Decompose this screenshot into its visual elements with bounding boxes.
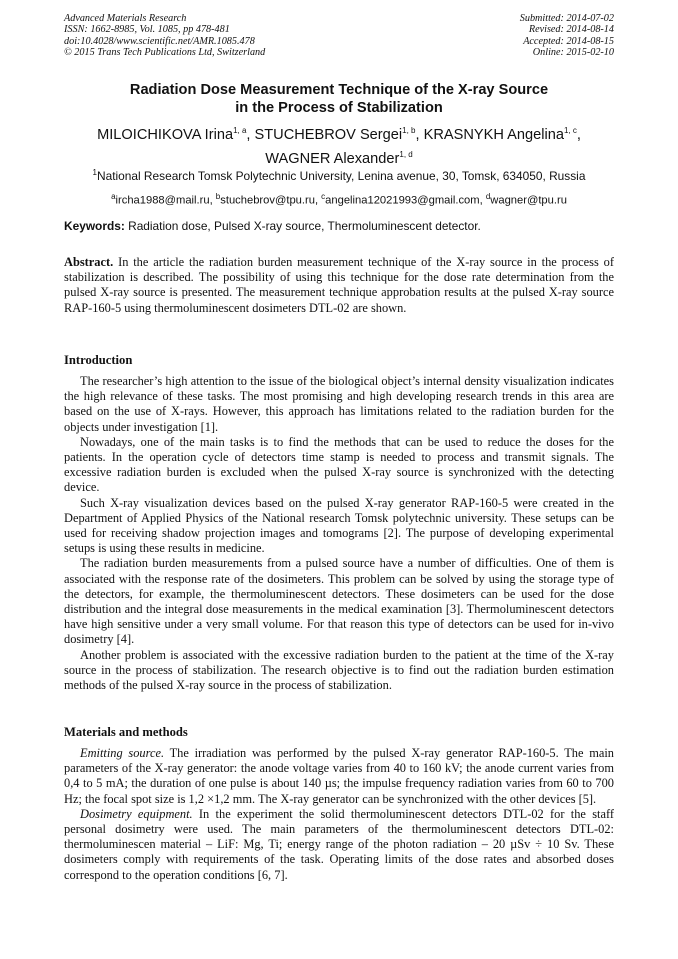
author-affil-mark: 1, c xyxy=(563,126,577,135)
submission-dates xyxy=(520,13,614,59)
email-mark: d xyxy=(485,192,491,201)
paragraph: Nowadays, one of the main tasks is to find the methods that can be used to reduce the doses for the patients. In the operation cycle of detectors time stamp is needed to process and transmit signals. The excessive radiation burden is excluded when the pulsed X-ray source is synchronized with the detecting device. xyxy=(64,434,614,495)
emitting-source-text: The irradiation was performed by the pulsed X-ray generator RAP-160-5. The main parameters of the X-ray generator: the anode voltage varies from 40 to 160 kV; the anode current varies from 0,4 to 5 mA; the duration of one pulse is about 140 µs; the impulse frequency radiation varies from 60 to 700 Hz; the focal spot size is 1,2 ×1,2 mm. The X-ray generator can be synchronized with the other devices [5]. xyxy=(64,746,615,806)
journal-info xyxy=(64,13,265,59)
section-heading-materials-methods: Materials and methods xyxy=(64,725,188,739)
keywords xyxy=(64,219,614,233)
author-separator: , xyxy=(576,126,581,143)
paragraph xyxy=(64,807,614,883)
materials-methods-body xyxy=(64,746,614,883)
affil-mark: 1 xyxy=(92,168,97,177)
date-accepted: Accepted: 2014-08-15 xyxy=(523,35,614,47)
title-line-1: Radiation Dose Measurement Technique of the X-ray Source xyxy=(129,82,549,98)
email-address[interactable]: ircha1988@mail.ru xyxy=(115,194,210,207)
abstract xyxy=(64,255,614,316)
journal-name: Advanced Materials Research xyxy=(64,13,187,24)
dosimetry-equipment-text: In the experiment the solid thermoluminescent detectors DTL-02 for the staff personal dosimetry were used. The main parameters of the thermoluminescent detectors DTL-02: thermoluminescen material – LiF: Mg, Ti; energy range of the photon radiation – 20 µSv ÷ 10 Sv. These dosimeters comply with requirements of the task. Operating limits of the dose rates and absorbed doses correspond to the operation conditions [6, 7]. xyxy=(64,806,614,882)
author-name: KRASNYKH Angelina xyxy=(423,126,564,143)
paragraph: Another problem is associated with the excessive radiation burden to the patient at the time of the X-ray source in the process of stabilization. The research objective is to find out the radiation burden estimation methods of the pulsed X-ray source in the process of stabilization. xyxy=(64,647,614,693)
introduction-body xyxy=(64,374,614,693)
paragraph: The radiation burden measurements from a pulsed source have a number of difficulties. One of them is associated with the response rate of the dosimeters. This problem can be solved by using the storage type of the detectors, for example, the thermoluminescent detectors. These dosimeters can be used for the dose distribution and the integral dose measurements in the medical examination [3]. Thermoluminescent detectors have high sensitive under a very small volume. For that reason this type of detectors can be used for in-vivo dosimetry [4]. xyxy=(64,556,614,647)
author-affil-mark: 1, b xyxy=(402,126,416,135)
author-affil-mark: 1, d xyxy=(399,149,413,159)
email-mark: c xyxy=(321,192,326,201)
author-affil-mark: 1, a xyxy=(233,126,247,135)
email-separator: , xyxy=(209,194,216,207)
keywords-label: Keywords: xyxy=(64,219,125,233)
paragraph xyxy=(64,746,614,807)
author-list xyxy=(40,121,638,169)
email-mark: b xyxy=(215,192,221,201)
date-online: Online: 2015-02-10 xyxy=(532,47,614,59)
keywords-text: Radiation dose, Pulsed X-ray source, Thermoluminescent detector. xyxy=(124,219,481,233)
email-separator: , xyxy=(479,194,486,207)
paragraph: Such X-ray visualization devices based on the pulsed X-ray generator RAP-160-5 were created in the Department of Applied Physics of the National research Tomsk polytechnic university. These setups can be used for receiving shadow projection images and tomograms [2]. The purpose of developing experimental setups is using these results in medicine. xyxy=(64,495,614,556)
abstract-text: In the article the radiation burden measurement technique of the X-ray source in the process of stabilization is described. The possibility of using this technique for the dose rate determination from the pulsed X-ray source is presented. The measurement technique approbation results at the pulsed X-ray source RAP-160-5 using thermoluminescent dosimeters DTL-02 are shown. xyxy=(64,255,614,315)
email-mark: a xyxy=(111,192,116,201)
dosimetry-equipment-label: Dosimetry equipment. xyxy=(80,806,193,821)
date-submitted: Submitted: 2014-07-02 xyxy=(519,13,614,24)
title-line-2: in the Process of Stabilization xyxy=(235,100,443,116)
email-address[interactable]: angelina12021993@gmail.com xyxy=(325,194,480,207)
section-heading-introduction: Introduction xyxy=(64,353,133,367)
author-separator: , xyxy=(415,126,424,143)
journal-issn: ISSN: 1662-8985, Vol. 1085, pp 478-481 xyxy=(64,24,230,36)
abstract-label: Abstract. xyxy=(64,255,114,269)
paper-title xyxy=(40,81,638,117)
affil-text: National Research Tomsk Polytechnic University, Lenina avenue, 30, Tomsk, 634050, Russia xyxy=(97,168,586,183)
author-separator: , xyxy=(246,126,255,143)
email-address[interactable]: wagner@tpu.ru xyxy=(490,194,567,207)
author-name: WAGNER Alexander xyxy=(265,150,400,167)
email-address[interactable]: stuchebrov@tpu.ru xyxy=(220,194,315,207)
author-name: MILOICHIKOVA Irina xyxy=(97,126,234,143)
date-revised: Revised: 2014-08-14 xyxy=(528,24,614,36)
email-separator: , xyxy=(314,194,322,207)
journal-copyright: © 2015 Trans Tech Publications Ltd, Switzerland xyxy=(64,47,266,59)
affiliation xyxy=(30,166,648,183)
emitting-source-label: Emitting source. xyxy=(80,746,165,760)
author-name: STUCHEBROV Sergei xyxy=(254,126,403,143)
author-emails xyxy=(30,190,648,208)
journal-doi: doi:10.4028/www.scientific.net/AMR.1085.478 xyxy=(64,35,255,47)
paragraph: The researcher’s high attention to the issue of the biological object’s internal density visualization indicates the high relevance of these tasks. The most promising and high developing research trends in this area are based on the use of X-rays. However, this approach has limitations related to the radiation burden for the objects under investigation [1]. xyxy=(64,374,614,434)
